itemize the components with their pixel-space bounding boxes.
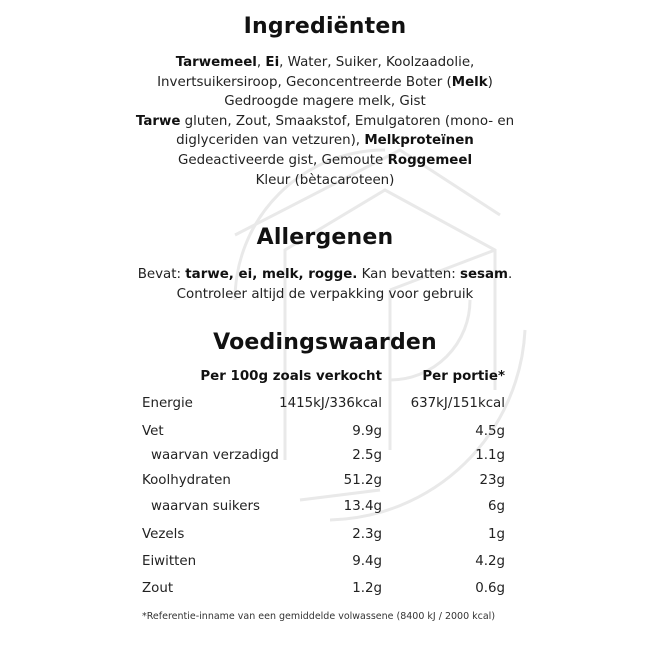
value-per-100g: 2.5g [352, 448, 382, 463]
value-per-portion: 1g [487, 527, 505, 542]
allergens-bold-text: tarwe, ei, melk, rogge. [185, 267, 358, 282]
ingredients-line [100, 112, 550, 132]
value-per-portion: 4.5g [475, 424, 505, 439]
value-per-portion: 637kJ/151kcal [410, 396, 505, 411]
value-per-100g: 2.3g [352, 527, 382, 542]
nutrition-row [0, 473, 650, 493]
ingredients-bold-text: Melkproteïnen [364, 133, 474, 149]
nutrient-label: Energie [142, 396, 193, 411]
ingredients-text: Gedroogde magere melk, Gist [224, 94, 426, 110]
ingredients-text: Invertsuikersiroop, Geconcentreerde Boter ( [157, 74, 452, 90]
allergens-bold-text: sesam [460, 267, 509, 282]
nutrition-row [0, 448, 650, 468]
ingredients-text: gluten, Zout, Smaakstof, Emulgatoren (mono- en [180, 113, 515, 129]
column-header-per-100g: Per 100g zoals verkocht [200, 369, 382, 384]
value-per-100g: 9.9g [352, 424, 382, 439]
ingredients-line [100, 53, 550, 73]
ingredients-text: Gedeactiveerde gist, Gemoute [177, 152, 388, 168]
nutrient-label: Vezels [142, 527, 185, 542]
nutrition-row [0, 424, 650, 444]
ingredients-text [100, 53, 550, 190]
value-per-100g: 13.4g [343, 499, 382, 514]
nutrition-row [0, 527, 650, 547]
nutrient-label: waarvan verzadigd [151, 448, 279, 463]
ingredients-text: ) [487, 74, 493, 90]
nutrient-label: waarvan suikers [151, 499, 260, 514]
ingredients-bold-text: Melk [451, 74, 488, 90]
value-per-100g: 1415kJ/336kcal [279, 396, 382, 411]
value-per-100g: 9.4g [352, 554, 382, 569]
column-header-per-portion: Per portie* [422, 369, 505, 384]
ingredients-bold-text: Tarwe [135, 113, 181, 129]
value-per-portion: 6g [487, 499, 505, 514]
allergens-text: Controleer altijd de verpakking voor gebruik [176, 286, 474, 302]
nutrition-row [0, 554, 650, 574]
ingredients-title: Ingrediënten [243, 14, 407, 39]
nutrition-row [0, 499, 650, 519]
nutrient-label: Vet [142, 424, 164, 439]
allergens-text: Bevat: [137, 267, 186, 282]
allergens-text: Kan bevatten: [357, 267, 460, 282]
footnote: *Referentie-inname van een gemiddelde volwassene (8400 kJ / 2000 kcal) [142, 611, 496, 622]
ingredients-text: , [256, 55, 266, 70]
nutrient-label: Zout [142, 581, 174, 596]
ingredients-line [100, 131, 550, 151]
nutrition-row [0, 396, 650, 416]
ingredients-line [100, 171, 550, 191]
value-per-100g: 51.2g [343, 473, 382, 488]
nutrition-title: Voedingswaarden [213, 330, 437, 355]
ingredients-line [100, 151, 550, 171]
ingredients-bold-text: Tarwemeel [175, 55, 257, 70]
nutrient-label: Eiwitten [142, 554, 197, 569]
ingredients-bold-text: Ei [265, 55, 280, 70]
allergens-line [100, 285, 550, 305]
nutrient-label: Koolhydraten [142, 473, 231, 488]
ingredients-bold-text: Roggemeel [387, 152, 473, 168]
ingredients-line [100, 92, 550, 112]
value-per-portion: 0.6g [475, 581, 505, 596]
allergens-title: Allergenen [256, 225, 394, 250]
ingredients-line [100, 73, 550, 93]
ingredients-text: diglyceriden van vetzuren), [176, 133, 365, 149]
allergens-text [100, 265, 550, 304]
value-per-portion: 23g [479, 473, 505, 488]
nutrition-row [0, 581, 650, 601]
allergens-line [100, 265, 550, 285]
ingredients-text: , Water, Suiker, Koolzaadolie, [279, 55, 475, 70]
ingredients-text: Kleur (bètacaroteen) [255, 172, 395, 188]
value-per-portion: 4.2g [475, 554, 505, 569]
allergens-text: . [508, 267, 513, 282]
value-per-100g: 1.2g [352, 581, 382, 596]
value-per-portion: 1.1g [475, 448, 505, 463]
